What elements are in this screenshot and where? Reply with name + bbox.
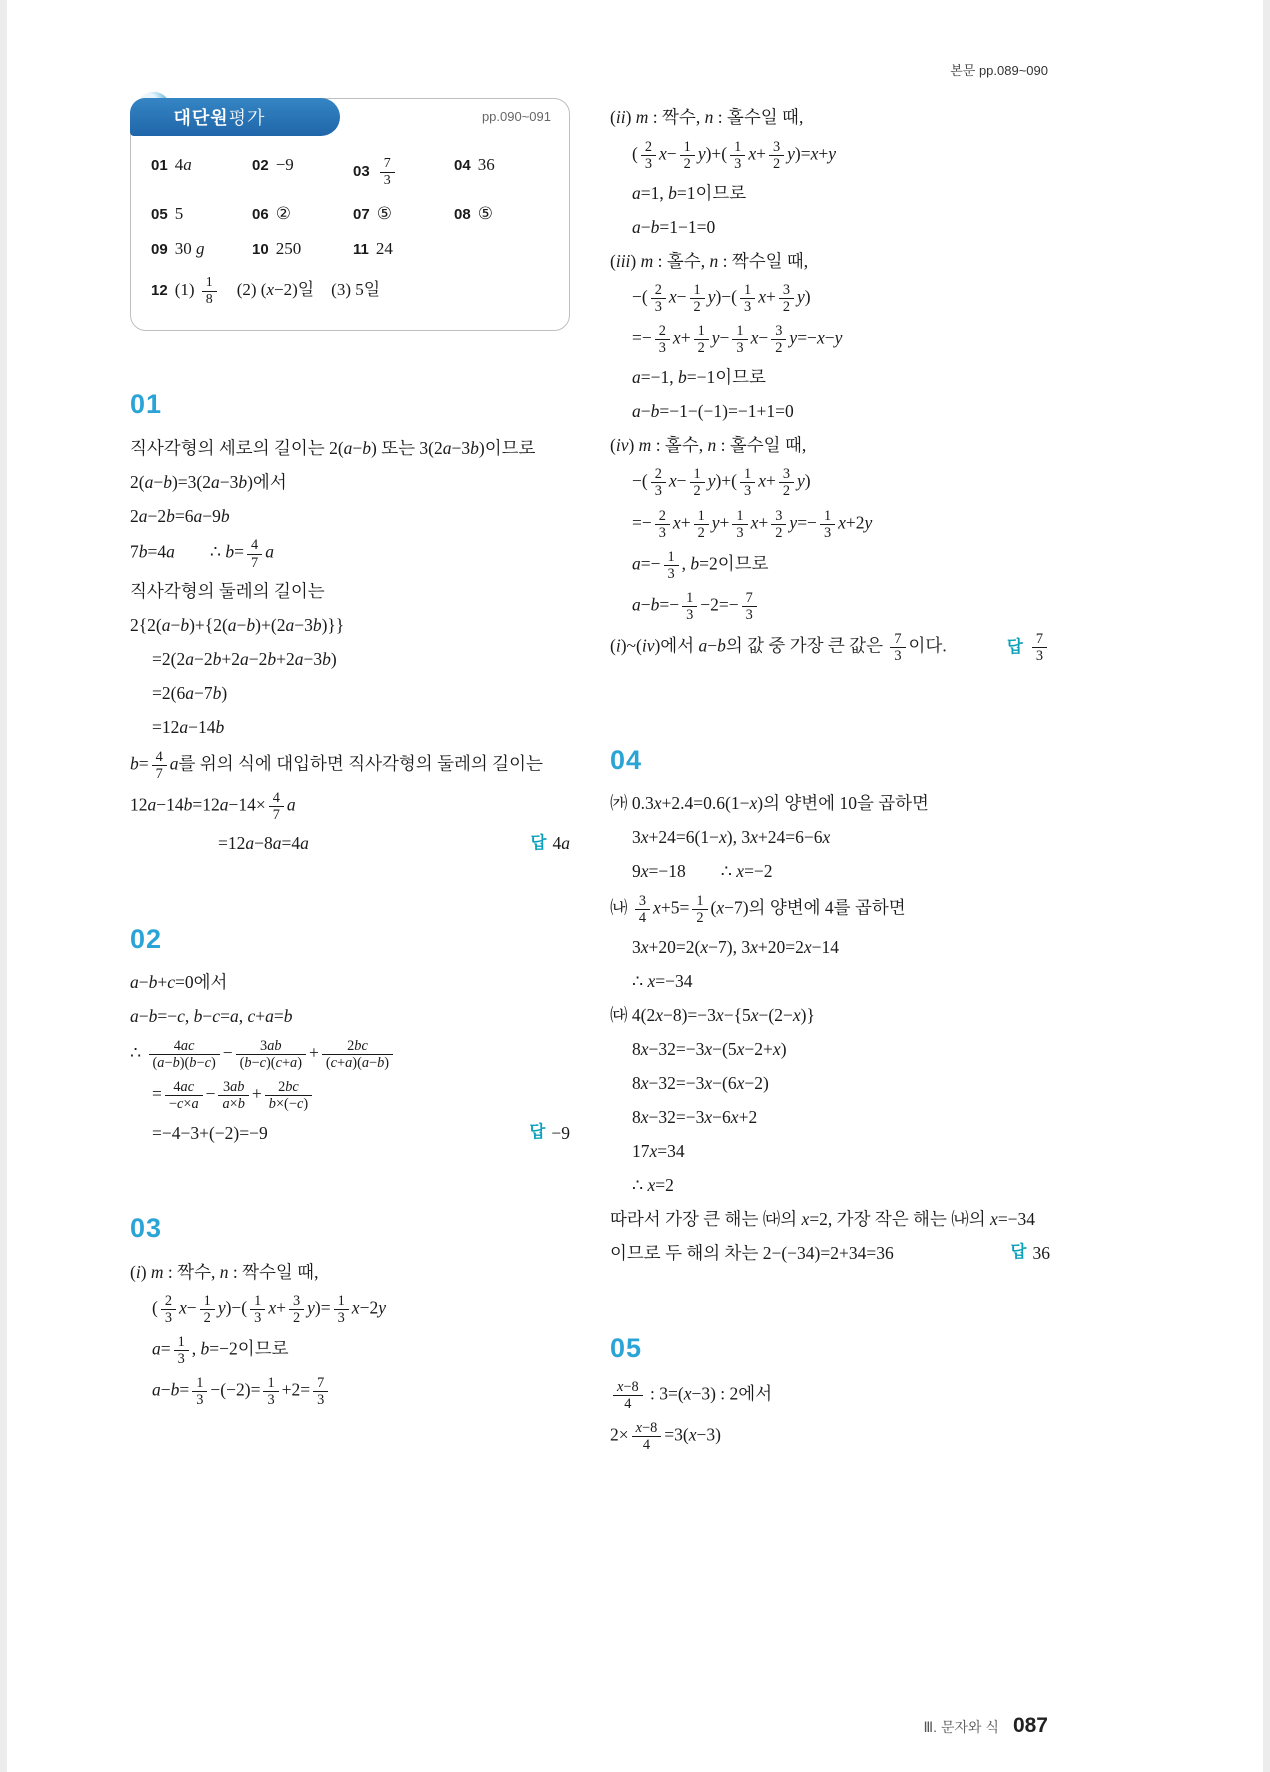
- fraction: $\frac{1}{3}$: [740, 282, 755, 315]
- solution-02: [130, 924, 570, 1147]
- answer-item-number: 04: [454, 157, 471, 174]
- answer-item-12: [151, 274, 553, 308]
- solution-line: [610, 507, 1050, 542]
- fraction: $\frac{1}{3}$: [263, 1375, 278, 1408]
- fraction: $\frac{1}{3}$: [174, 1334, 189, 1367]
- answer-item-number: 10: [252, 241, 269, 259]
- answer-item-08: [454, 204, 553, 224]
- math-expression: 8x−32=−3x−(6x−2): [632, 1072, 769, 1093]
- solution-line: [130, 969, 570, 997]
- solution-line: [610, 322, 1050, 357]
- solution-line: [610, 1171, 1050, 1199]
- answer-box-page-range: pp.090~091: [481, 109, 551, 124]
- answer-item-05: [151, 204, 250, 224]
- fraction: $\frac{1}{2}$: [200, 1293, 215, 1326]
- solution-line: [130, 434, 570, 462]
- math-expression: 2(a−b)=3(2a−3b)에서: [130, 471, 287, 492]
- solution-line: [610, 790, 1050, 818]
- math-expression: (i) m : 짝수, n : 짝수일 때,: [130, 1261, 319, 1282]
- math-expression: =−4−3+(−2)=−9: [152, 1122, 268, 1143]
- problem-number: 01: [130, 389, 163, 420]
- answer-item-number: 09: [151, 241, 168, 259]
- solution-line: [130, 1037, 570, 1072]
- math-expression: a−b=1−1=0: [632, 216, 716, 237]
- solution-line: [610, 431, 1050, 459]
- solution-line: [610, 138, 1050, 173]
- solution-line: [610, 892, 1050, 927]
- answer-item-value: 24: [375, 239, 393, 259]
- problem-number: 03: [130, 1213, 163, 1244]
- solution-line: [610, 1069, 1050, 1097]
- problem-number: 04: [610, 745, 643, 775]
- fraction: $\frac{4ac}{(a-b)(b-c)}$: [149, 1038, 220, 1071]
- answer-item-06: [252, 204, 351, 224]
- answer-value: [1029, 630, 1050, 665]
- answer-value: 36: [1032, 1242, 1050, 1263]
- answer-item-number: 11: [353, 241, 369, 259]
- math-expression: =12a−14b: [152, 717, 225, 737]
- fraction: $\frac{3ab}{a\times b}$: [218, 1079, 248, 1112]
- answer-item-value: ②: [275, 204, 291, 224]
- math-expression: 3x+20=2(x−7), 3x+20=2x−14: [632, 936, 840, 957]
- answer-tag: 답: [529, 1123, 546, 1142]
- math-expression: $\frac{x-8}{4}$ : 3=(x−3) : 2에서: [610, 1378, 772, 1413]
- fraction: $\frac{1}{3}$: [250, 1293, 265, 1326]
- answer-item-07: [353, 204, 452, 224]
- fraction: $\frac{1}{2}$: [690, 282, 705, 315]
- solution-line: [610, 1035, 1050, 1063]
- answer-box-header: [131, 99, 569, 141]
- answer-item-number: 05: [151, 206, 168, 224]
- solution-line: [610, 824, 1050, 852]
- fraction: $\frac{3ab}{(b-c)(c+a)}$: [236, 1038, 306, 1071]
- solution-line: [130, 1258, 570, 1286]
- fraction: $\frac{4}{7}$: [269, 790, 284, 823]
- fraction: $\frac{4}{7}$: [152, 749, 167, 782]
- answer-summary-box: [130, 98, 570, 331]
- answer-item-number: 07: [353, 206, 370, 224]
- answer-item-02: [252, 155, 351, 189]
- fraction: $\frac{2bc}{b\times(-c)}$: [265, 1079, 312, 1112]
- fraction: $\frac{3}{2}$: [779, 466, 794, 499]
- math-expression: ∴ $\frac{4ac}{(a-b)(b-c)}$ − $\frac{3ab}{(b-c)(c+a)}$ + $\frac{2bc}{(c+a)(a-b)}$: [130, 1037, 396, 1072]
- solution-line: [610, 213, 1050, 241]
- fraction: $\frac{1}{3}$: [732, 508, 747, 541]
- solution-line: [610, 589, 1050, 624]
- math-expression: ∴ x=−34: [632, 970, 693, 991]
- solution-line: [610, 104, 1050, 132]
- math-expression: 17x=34: [632, 1140, 685, 1161]
- math-expression: =− $\frac{2}{3}$ x+ $\frac{1}{2}$ y− $\frac{1}{3}$ x− $\frac{3}{2}$ y=−x−y: [632, 323, 843, 357]
- solution-line: [610, 1001, 1050, 1029]
- solution-01: [130, 389, 570, 857]
- math-expression: 8x−32=−3x−6x+2: [632, 1106, 758, 1127]
- math-expression: a−b+c=0에서: [130, 972, 228, 993]
- solution-line: [610, 397, 1050, 425]
- solution-line: [130, 502, 570, 530]
- solution-line: [130, 830, 570, 858]
- solution-line: [610, 630, 1050, 665]
- right-column: [610, 98, 1050, 1520]
- answer-item-value: 250: [275, 239, 302, 259]
- math-expression: ( $\frac{2}{3}$ x− $\frac{1}{2}$ y)+( $\frac{1}{3}$ x+ $\frac{3}{2}$ y)=x+y: [632, 139, 837, 173]
- math-expression: =2(2a−2b+2a−2b+2a−3b): [152, 649, 337, 669]
- footer-chapter-title: Ⅲ. 문자와 식: [923, 1719, 999, 1735]
- solution-04: [610, 745, 1050, 1267]
- math-expression: 9x=−18 ∴ x=−2: [632, 861, 773, 882]
- answer-box-title-rest: 평가: [228, 107, 266, 128]
- solution-line: [130, 1374, 570, 1409]
- answer-item-value: [377, 156, 398, 188]
- math-expression: a=− $\frac{1}{3}$ , b=2이므로: [632, 548, 769, 582]
- fraction: $\frac{1}{2}$: [694, 323, 709, 356]
- fraction: $\frac{1}{3}$: [682, 590, 697, 623]
- answer-box-title: [174, 104, 266, 130]
- fraction: $\frac{2}{3}$: [655, 508, 670, 541]
- math-expression: 2× $\frac{x-8}{4}$ =3(x−3): [610, 1420, 721, 1454]
- math-expression: a−b= $\frac{1}{3}$ −(−2)= $\frac{1}{3}$ +2= $\frac{7}{3}$: [152, 1374, 331, 1409]
- fraction: $\frac{3}{2}$: [289, 1293, 304, 1326]
- math-expression: 8x−32=−3x−(5x−2+x): [632, 1038, 787, 1059]
- fraction: $\frac{x-8}{4}$: [613, 1379, 643, 1412]
- math-expression: 직사각형의 둘레의 길이는: [130, 581, 325, 601]
- fraction: $\frac{1}{2}$: [694, 508, 709, 541]
- math-expression: (i)~(iv)에서 a−b의 값 중 가장 큰 값은 $\frac{7}{3}$ 이다.: [610, 630, 947, 664]
- math-expression: (ii) m : 짝수, n : 홀수일 때,: [610, 107, 804, 128]
- fraction: $\frac{7}{3}$: [380, 156, 395, 188]
- final-answer: [993, 630, 1050, 665]
- fraction: $\frac{1}{3}$: [664, 549, 679, 582]
- problem-number: 05: [610, 1333, 643, 1364]
- answer-item-04: [454, 155, 553, 189]
- page-content: [130, 98, 1050, 1520]
- math-expression: a= $\frac{1}{3}$ , b=−2이므로: [152, 1334, 289, 1368]
- answer-item-value: −9: [275, 155, 294, 174]
- fraction: $\frac{4ac}{-c\times a}$: [165, 1079, 203, 1112]
- fraction: $\frac{7}{3}$: [890, 631, 905, 664]
- solution-line: [610, 465, 1050, 500]
- math-expression: 2{2(a−b)+{2(a−b)+(2a−3b)}}: [130, 615, 345, 635]
- solution-line: [130, 1119, 570, 1147]
- solution-line: [130, 468, 570, 496]
- math-expression: a−b=−1−(−1)=−1+1=0: [632, 400, 794, 421]
- answer-item-value: 5: [174, 204, 184, 224]
- fraction: $\frac{1}{3}$: [732, 323, 747, 356]
- solution-line: [130, 789, 570, 824]
- math-expression: 직사각형의 세로의 길이는 2(a−b) 또는 3(2a−3b)이므로: [130, 437, 536, 458]
- solution-line: [130, 536, 570, 571]
- fraction: $\frac{1}{3}$: [820, 508, 835, 541]
- fraction: $\frac{7}{3}$: [1032, 631, 1047, 664]
- answer-item-value: ⑤: [477, 204, 493, 224]
- math-expression: 12a−14b=12a−14× $\frac{4}{7}$ a: [130, 789, 296, 823]
- answer-item-number: 06: [252, 206, 269, 224]
- solution-line: [130, 1333, 570, 1368]
- answer-item-value: 36: [477, 155, 495, 174]
- math-expression: a−b=−c, b−c=a, c+a=b: [130, 1006, 293, 1027]
- solution-line: [130, 646, 570, 674]
- fraction: $\frac{1}{8}$: [202, 275, 217, 307]
- fraction: $\frac{1}{2}$: [680, 139, 695, 172]
- solution-line: [610, 858, 1050, 886]
- answer-tag: 답: [530, 834, 547, 853]
- solution-line: [610, 1103, 1050, 1131]
- solution-line: [130, 1078, 570, 1113]
- answer-item-09: [151, 239, 250, 259]
- solution-line: [130, 714, 570, 742]
- math-expression: (iv) m : 홀수, n : 홀수일 때,: [610, 434, 807, 455]
- header-page-reference: 본문 pp.089~090: [950, 63, 1048, 78]
- math-expression: 7b=4a ∴ b= $\frac{4}{7}$ a: [130, 537, 274, 571]
- math-expression: ㈐ 4(2x−8)=−3x−{5x−(2−x)}: [610, 1004, 815, 1025]
- fraction: $\frac{3}{4}$: [635, 893, 650, 926]
- left-solutions: [130, 389, 570, 1409]
- math-expression: 2a−2b=6a−9b: [130, 505, 230, 526]
- answer-item-value: ⑤: [376, 204, 392, 224]
- math-expression: a=−1, b=−1이므로: [632, 366, 766, 387]
- solution-line: [130, 1003, 570, 1031]
- solution-line: [610, 1205, 1050, 1233]
- solution-line: [130, 612, 570, 640]
- solution-line: [610, 933, 1050, 961]
- solution-03-continued: [610, 104, 1050, 665]
- math-expression: 따라서 가장 큰 해는 ㈐의 x=2, 가장 작은 해는 ㈏의 x=−34: [610, 1208, 1036, 1229]
- answer-value: −9: [551, 1122, 570, 1143]
- solution-line: [130, 1292, 570, 1327]
- math-expression: 3x+24=6(1−x), 3x+24=6−6x: [632, 827, 831, 848]
- fraction: $\frac{7}{3}$: [313, 1375, 328, 1408]
- math-expression: =2(6a−7b): [152, 683, 228, 703]
- math-expression: b= $\frac{4}{7}$ a를 위의 식에 대입하면 직사각형의 둘레의 길이는: [130, 748, 543, 782]
- math-expression: ㈏ $\frac{3}{4}$ x+5= $\frac{1}{2}$ (x−7)의 양변에 4를 곱하면: [610, 893, 906, 927]
- fraction: $\frac{3}{2}$: [771, 323, 786, 356]
- solution-line: [610, 548, 1050, 583]
- fraction: $\frac{2}{3}$: [651, 466, 666, 499]
- fraction: $\frac{3}{2}$: [779, 282, 794, 315]
- solution-line: [610, 1419, 1050, 1454]
- solution-line: [610, 967, 1050, 995]
- fraction: $\frac{3}{2}$: [771, 508, 786, 541]
- solution-line: [610, 1378, 1050, 1413]
- footer-page-number: 087: [1012, 1714, 1048, 1737]
- math-expression: ( $\frac{2}{3}$ x− $\frac{1}{2}$ y)−( $\frac{1}{3}$ x+ $\frac{3}{2}$ y)= $\frac{1}{3}$ x−2y: [152, 1293, 386, 1327]
- fraction: $\frac{1}{2}$: [692, 893, 707, 926]
- left-column: [130, 98, 570, 1520]
- answer-item-01: [151, 155, 250, 189]
- solution-line: [130, 748, 570, 783]
- math-expression: =− $\frac{2}{3}$ x+ $\frac{1}{2}$ y+ $\frac{1}{3}$ x+ $\frac{3}{2}$ y=− $\frac{1}{3}$ x+2y: [632, 507, 873, 541]
- math-expression: a=1, b=1이므로: [632, 182, 747, 203]
- answer-item-03: [353, 155, 452, 189]
- solution-line: [610, 1137, 1050, 1165]
- answer-tag: 답: [1006, 637, 1023, 656]
- solution-05: [610, 1333, 1050, 1454]
- solution-line: [610, 281, 1050, 316]
- fraction: $\frac{x-8}{4}$: [632, 1420, 662, 1453]
- fraction: $\frac{4}{7}$: [247, 537, 262, 570]
- solution-line: [130, 578, 570, 606]
- solution-03: [130, 1213, 570, 1409]
- fraction: $\frac{3}{2}$: [769, 139, 784, 172]
- answer-item-value: (1) $\frac{1}{8}$ (2) (x−2)일 (3) 5일: [174, 275, 381, 307]
- fraction: $\frac{1}{3}$: [730, 139, 745, 172]
- fraction: $\frac{1}{2}$: [690, 466, 705, 499]
- fraction: $\frac{7}{3}$: [742, 590, 757, 623]
- answer-item-11: [353, 239, 452, 259]
- math-expression: 이므로 두 해의 차는 2−(−34)=2+34=36: [610, 1242, 894, 1263]
- answer-value: 4a: [552, 833, 570, 854]
- solution-line: [130, 680, 570, 708]
- math-expression: = $\frac{4ac}{-c\times a}$ − $\frac{3ab}{a\times b}$ + $\frac{2bc}{b\times(-c)}$: [152, 1078, 315, 1113]
- answer-item-number: 08: [454, 206, 471, 224]
- fraction: $\frac{2}{3}$: [651, 282, 666, 315]
- fraction: $\frac{2}{3}$: [641, 139, 656, 172]
- fraction: $\frac{1}{3}$: [334, 1293, 349, 1326]
- page-footer: [924, 1714, 1048, 1738]
- right-solutions: [610, 104, 1050, 1454]
- math-expression: −( $\frac{2}{3}$ x− $\frac{1}{2}$ y)+( $\frac{1}{3}$ x+ $\frac{3}{2}$ y): [632, 466, 811, 500]
- answer-tag: 답: [1010, 1243, 1027, 1262]
- answer-item-number: 03: [353, 163, 370, 181]
- math-expression: =12a−8a=4a: [218, 833, 309, 854]
- math-expression: (iii) m : 홀수, n : 짝수일 때,: [610, 250, 809, 271]
- final-answer: [517, 830, 570, 857]
- answer-item-number: 02: [252, 157, 269, 174]
- fraction: $\frac{2bc}{(c+a)(a-b)}$: [322, 1038, 393, 1071]
- solution-line: [610, 247, 1050, 275]
- answer-grid: [131, 141, 569, 330]
- math-expression: a−b=− $\frac{1}{3}$ −2=− $\frac{7}{3}$: [632, 589, 760, 624]
- problem-number: 02: [130, 923, 163, 954]
- fraction: $\frac{2}{3}$: [161, 1293, 176, 1326]
- math-expression: −( $\frac{2}{3}$ x− $\frac{1}{2}$ y)−( $\frac{1}{3}$ x+ $\frac{3}{2}$ y): [632, 282, 811, 316]
- answer-item-10: [252, 239, 351, 259]
- answer-item-value: 30 g: [174, 239, 205, 259]
- fraction: $\frac{2}{3}$: [655, 323, 670, 356]
- solution-line: [610, 363, 1050, 391]
- fraction: $\frac{1}{3}$: [192, 1375, 207, 1408]
- answer-item-number: 12: [151, 282, 168, 300]
- math-expression: ㈎ 0.3x+2.4=0.6(1−x)의 양변에 10을 곱하면: [610, 793, 929, 814]
- answer-box-title-bold: 대단원: [173, 107, 229, 128]
- final-answer: [515, 1120, 570, 1147]
- final-answer: [997, 1240, 1050, 1267]
- answer-box-title-strip: [130, 98, 340, 136]
- math-expression: ∴ x=2: [632, 1174, 674, 1195]
- answer-item-number: 01: [151, 157, 168, 174]
- answer-item-value: 4a: [174, 155, 192, 174]
- solution-line: [610, 1239, 1050, 1267]
- solution-line: [610, 179, 1050, 207]
- fraction: $\frac{1}{3}$: [740, 466, 755, 499]
